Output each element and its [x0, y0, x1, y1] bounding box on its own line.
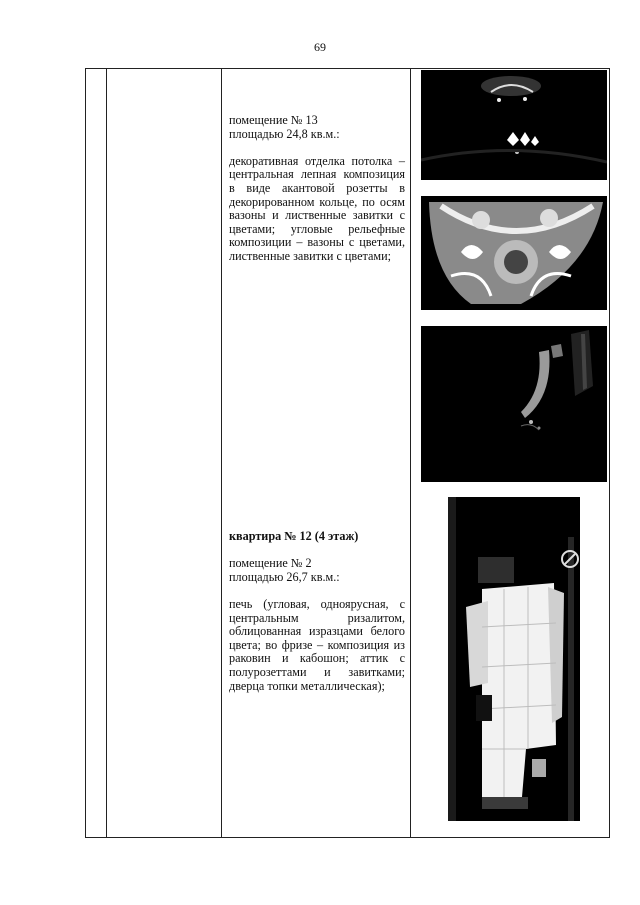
- page-number: 69: [314, 40, 326, 54]
- entry-apartment-12: [229, 530, 405, 693]
- ceiling-stucco-photo: [421, 70, 607, 180]
- room-number: помещение № 13: [229, 113, 318, 127]
- tiled-stove-photo: [448, 497, 580, 821]
- column-divider-2: [221, 68, 222, 838]
- room-number: помещение № 2: [229, 556, 312, 571]
- room-area: площадью 26,7 кв.м.:: [229, 569, 340, 584]
- room-description: декоративная отделка потолка – центральная лепная композиция в виде акантовой розетты в декорированном кольце, по осям вазоны и лиственные завитки с цветами; угловые рельефные композиции – вазоны с цветами, лиственные завитки с цветами;: [229, 153, 405, 263]
- rosette-detail-photo: [421, 196, 607, 310]
- entry-room-13: [229, 114, 405, 264]
- column-divider-3: [410, 68, 411, 838]
- corner-relief-photo: [421, 326, 607, 482]
- room-area: площадью 24,8 кв.м.:: [229, 126, 340, 141]
- room-description: печь (угловая, одноярусная, с центральным ризалитом, облицованная изразцами белого цвета; во фризе – композиция из раковин и кабошон; аттик с полурозеттами и завитками; дверца топки металлическая);: [229, 596, 405, 693]
- apartment-heading: квартира № 12 (4 этаж): [229, 529, 359, 543]
- column-divider-1: [106, 68, 107, 838]
